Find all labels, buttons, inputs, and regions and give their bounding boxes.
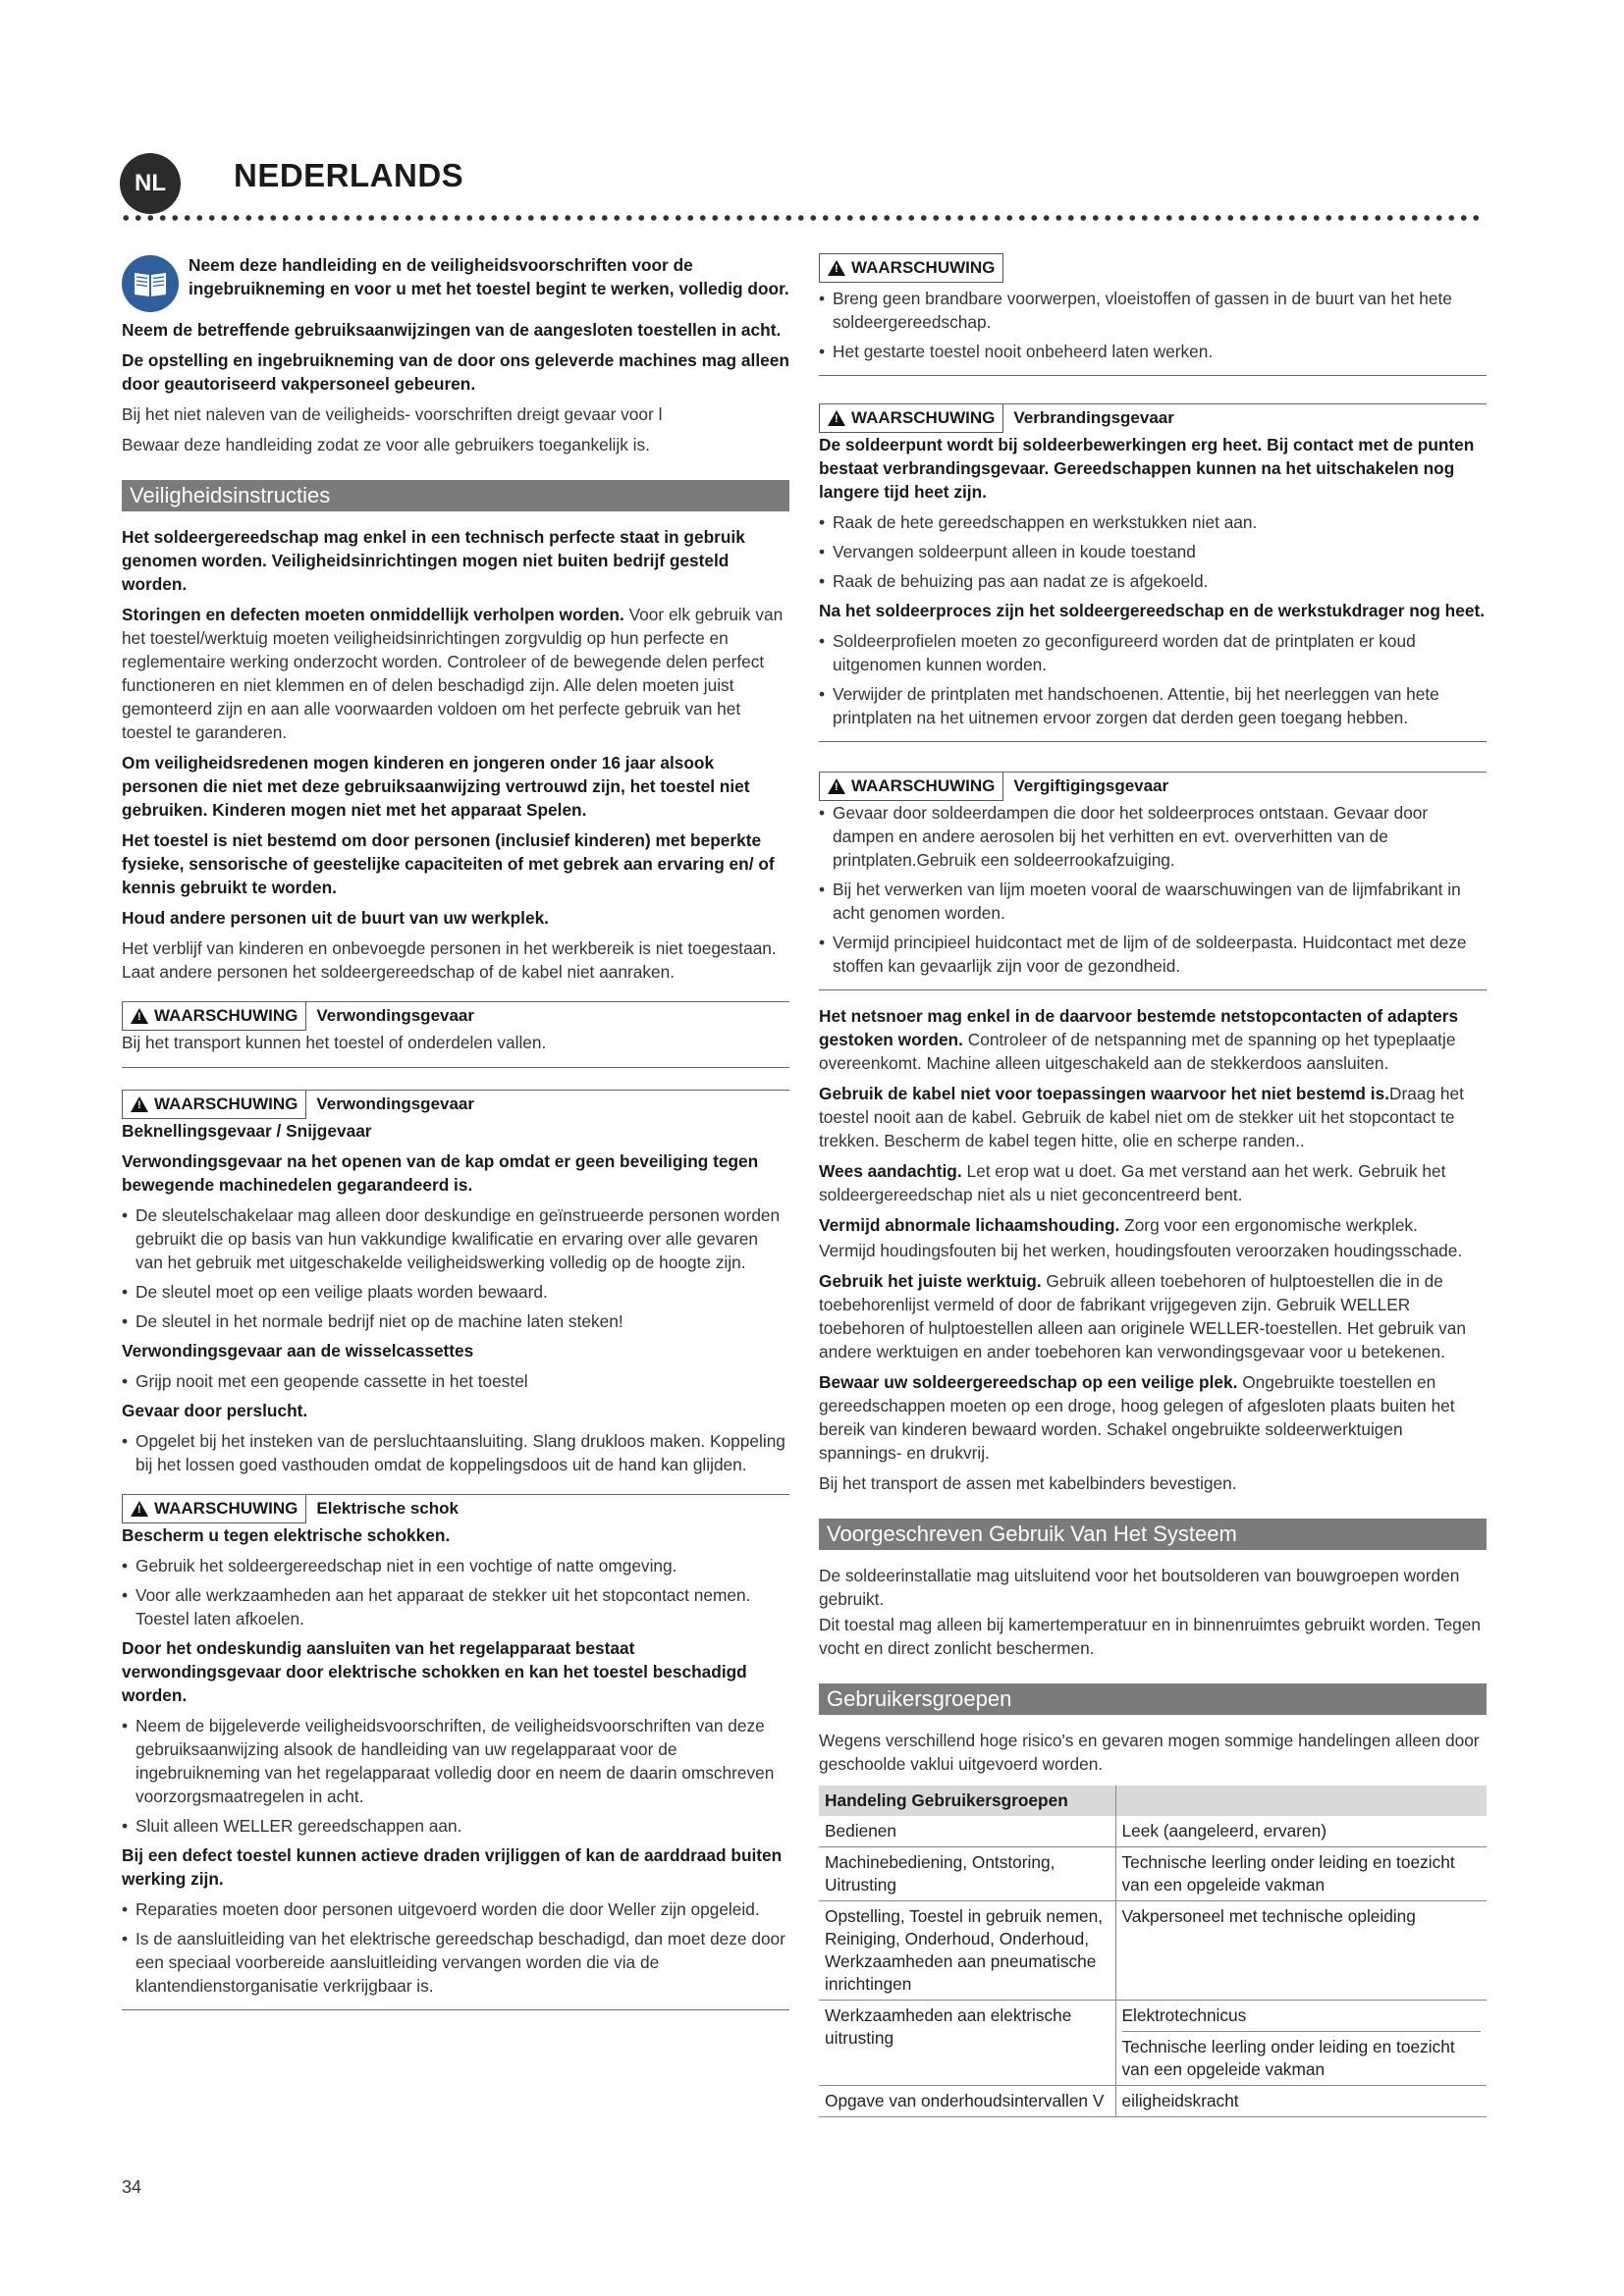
warning-triangle-icon	[131, 1501, 148, 1517]
warning-box-injury	[122, 1090, 789, 1476]
intro-p3: Bij het niet naleven van de veiligheids- voorschriften dreigt gevaar voor l	[122, 404, 663, 424]
warning-subtitle: Verbrandingsgevaar	[1013, 408, 1174, 427]
user-groups-table	[819, 1786, 1487, 2117]
warning-list	[819, 287, 1487, 363]
warning-subtitle: Verwondingsgevaar	[316, 1095, 475, 1113]
page-number: 34	[122, 2177, 142, 2197]
text-p3: Wees aandachtig. Let erop wat u doet. Ga met verstand aan het werk. Gebruik het soldeergereedschap niet als u niet geconcentreerd bent.	[819, 1161, 1446, 1204]
text-p4: Vermijd abnormale lichaamshouding. Zorg voor een ergonomische werkplek.	[819, 1215, 1418, 1235]
list-item: • Gevaar door soldeerdampen die door het soldeerproces ontstaan. Gevaar door dampen en andere aerosolen bij het verhitten en evt. oververhitten van de printplaten.Gebruik een soldeerrookafzuiging.	[819, 801, 1487, 872]
safety-p3: Om veiligheidsredenen mogen kinderen en jongeren onder 16 jaar alsook personen die niet met deze gebruiksaanwijzing vertrouwd zijn, het toestel niet gebruiken. Kinderen mogen niet met het apparaat Spelen.	[122, 753, 750, 820]
text-p6: Gebruik het juiste werktuig. Gebruik alleen toebehoren of hulptoestellen die in de toebehorenlijst vermeld of door de fabrikant vrijgegeven zijn. Gebruik WELLER toebehoren of hulptoestellen alleen aan originele WELLER-toestellen. Het gebruik van andere werktuigen en ander toebehoren kan verwondingsgevaar voor u betekenen.	[819, 1271, 1467, 1362]
warning-h1: Beknellingsgevaar / Snijgevaar	[122, 1121, 372, 1141]
warning-triangle-icon	[828, 410, 845, 426]
list-item: • Het gestarte toestel nooit onbeheerd laten werken.	[819, 340, 1487, 363]
user-groups-intro: Wegens verschillend hoge risico's en gevaren mogen sommige handelingen alleen door geschoolde vaklui uitgevoerd worden.	[819, 1731, 1480, 1774]
right-column	[819, 253, 1487, 2117]
list-item: • Breng geen brandbare voorwerpen, vloeistoffen of gassen in de buurt van het hete soldeergereedschap.	[819, 287, 1487, 334]
warning-tag: ! WAARSCHUWING	[819, 773, 1003, 801]
list-item: • Reparaties moeten door personen uitgevoerd worden die door Weller zijn opgeleid.	[122, 1897, 789, 1921]
list-item: • Bij het verwerken van lijm moeten vooral de waarschuwingen van de lijmfabrikant in acht genomen worden.	[819, 878, 1487, 925]
list-item: • Vervangen soldeerpunt alleen in koude toestand	[819, 540, 1487, 563]
table-header-row	[819, 1786, 1487, 1816]
intended-use-p2: Dit toestal mag alleen bij kamertemperatuur en in binnenruimtes gebruikt worden. Tegen vocht en direct zonlicht beschermen.	[819, 1615, 1482, 1658]
list-item: • Voor alle werkzaamheden aan het apparaat de stekker uit het stopcontact nemen. Toestel laten afkoelen.	[122, 1583, 789, 1630]
warning-subtitle: Verwondingsgevaar	[316, 1006, 475, 1025]
safety-p4: Het toestel is niet bestemd om door personen (inclusief kinderen) met beperkte fysieke, sensorische of geestelijke capaciteiten of met gebrek aan ervaring en/ of kennis gebruikt te worden.	[122, 830, 775, 897]
safety-p6: Het verblijf van kinderen en onbevoegde personen in het werkbereik is niet toegestaan. Laat andere personen het soldeergereedschap of de kabel niet aanraken.	[122, 938, 777, 982]
warning-box-transport	[122, 1001, 789, 1068]
table-header-empty	[1115, 1786, 1487, 1816]
intro-p4: Bewaar deze handleiding zodat ze voor alle gebruikers toegankelijk is.	[122, 435, 650, 454]
warning-list	[819, 510, 1487, 593]
table-cell: Werkzaamheden aan elektrische uitrusting	[819, 2001, 1115, 2086]
table-row	[819, 1901, 1487, 2001]
table-cell: Leek (aangeleerd, ervaren)	[1115, 1816, 1487, 1847]
table-row	[819, 1847, 1487, 1901]
table-cell: Elektrotechnicus Technische leerling onder leiding en toezicht van een opgeleide vakman	[1115, 2001, 1487, 2086]
warning-box-flammable	[819, 253, 1487, 376]
warning-list	[122, 1203, 789, 1333]
list-item: • Grijp nooit met een geopende cassette in het toestel	[122, 1369, 789, 1393]
warning-list	[819, 629, 1487, 729]
left-column	[122, 253, 789, 2010]
warning-h3: Bij een defect toestel kunnen actieve draden vrijliggen of kan de aarddraad buiten werking zijn.	[122, 1845, 783, 1889]
safety-p5: Houd andere personen uit de buurt van uw werkplek.	[122, 908, 549, 928]
warning-triangle-icon	[828, 260, 845, 276]
warning-list	[122, 1897, 789, 1998]
dotted-divider	[120, 214, 1485, 222]
list-item: • Vermijd principieel huidcontact met de lijm of de soldeerpasta. Huidcontact met deze stoffen kan gevaarlijk zijn voor de gezondheid.	[819, 931, 1487, 978]
page-header	[120, 147, 1485, 226]
intro-lead: Neem deze handleiding en de veiligheidsvoorschriften voor de ingebruikneming en voor u met het toestel begint te werken, volledig door.	[189, 255, 789, 298]
warning-subtitle: Elektrische schok	[316, 1499, 459, 1518]
list-item: • Raak de hete gereedschappen en werkstukken niet aan.	[819, 510, 1487, 534]
intro-block	[122, 253, 789, 312]
warning-list	[122, 1429, 789, 1476]
warning-tag: ! WAARSCHUWING	[122, 1002, 306, 1031]
table-cell: Opstelling, Toestel in gebruik nemen, Reiniging, Onderhoud, Onderhoud, Werkzaamheden aan pneumatische inrichtingen	[819, 1901, 1115, 2001]
warning-list	[122, 1369, 789, 1393]
list-item: • De sleutel moet op een veilige plaats worden bewaard.	[122, 1280, 789, 1304]
table-row	[819, 2001, 1487, 2086]
warning-triangle-icon	[828, 778, 845, 794]
text-p5: Vermijd houdingsfouten bij het werken, houdingsfouten veroorzaken houdingsschade.	[819, 1241, 1463, 1260]
list-item: • Verwijder de printplaten met handschoenen. Attentie, bij het neerleggen van hete printplaten na het uitnemen ervoor zorgen dat derden geen toegang hebben.	[819, 682, 1487, 729]
warning-list	[122, 1554, 789, 1630]
language-title: NEDERLANDS	[234, 157, 464, 193]
table-cell: Vakpersoneel met technische opleiding	[1115, 1901, 1487, 2001]
warning-h1: De soldeerpunt wordt bij soldeerbewerkingen erg heet. Bij contact met de punten bestaat verbrandingsgevaar. Gereedschappen kunnen na het uitschakelen nog langere tijd heet zijn.	[819, 435, 1475, 502]
warning-h2: Na het soldeerproces zijn het soldeergereedschap en de werkstukdrager nog heet.	[819, 601, 1486, 620]
table-cell: Technische leerling onder leiding en toezicht van een opgeleide vakman	[1115, 1847, 1487, 1901]
section-intended-use-heading: Voorgeschreven Gebruik Van Het Systeem	[819, 1519, 1487, 1550]
safety-p1: Het soldeergereedschap mag enkel in een technisch perfecte staat in gebruik genomen worden. Veiligheidsinrichtingen mogen niet buiten bedrijf gesteld worden.	[122, 527, 745, 594]
table-header: Handeling Gebruikersgroepen	[819, 1786, 1115, 1816]
warning-tag: ! WAARSCHUWING	[122, 1091, 306, 1119]
table-cell: eiligheidskracht	[1115, 2086, 1487, 2117]
warning-subtitle: Vergiftigingsgevaar	[1013, 776, 1169, 795]
warning-h2: Verwondingsgevaar na het openen van de kap omdat er geen beveiliging tegen bewegende machinedelen gegarandeerd is.	[122, 1151, 759, 1195]
warning-list	[122, 1714, 789, 1838]
warning-tag: ! WAARSCHUWING	[819, 404, 1003, 433]
table-row	[819, 2086, 1487, 2117]
warning-list	[819, 801, 1487, 978]
table-cell: Machinebediening, Ontstoring, Uitrusting	[819, 1847, 1115, 1901]
warning-h3: Verwondingsgevaar aan de wisselcassettes	[122, 1341, 474, 1361]
list-item: • Neem de bijgeleverde veiligheidsvoorschriften, de veiligheidsvoorschriften van deze gebruiksaanwijzing alsook de handleiding van uw regelapparaat voor de ingebruikneming van het regelapparaat volledig door en neem de daarin omschreven voorzorgsmaatregelen in acht.	[122, 1714, 789, 1808]
warning-h2: Door het ondeskundig aansluiten van het regelapparaat bestaat verwondingsgevaar door elektrische schokken en kan het toestel beschadigd worden.	[122, 1638, 747, 1705]
warning-h4: Gevaar door perslucht.	[122, 1401, 308, 1420]
list-item: • De sleutelschakelaar mag alleen door deskundige en geïnstrueerde personen worden gebruikt die op basis van hun vakkundige kwalificatie en ervaring over alle gevaren van het gebruik met uitgeschakelde veiligheidswerking volledig op de hoogte zijn.	[122, 1203, 789, 1274]
warning-tag: ! WAARSCHUWING	[122, 1495, 306, 1523]
section-safety-heading: Veiligheidsinstructies	[122, 480, 789, 511]
warning-triangle-icon	[131, 1008, 148, 1024]
warning-tag: ! WAARSCHUWING	[819, 253, 1003, 283]
list-item: • De sleutel in het normale bedrijf niet op de machine laten steken!	[122, 1309, 789, 1333]
intro-p2: De opstelling en ingebruikneming van de door ons geleverde machines mag alleen door geautoriseerd vakpersoneel gebeuren.	[122, 350, 789, 394]
table-cell: Bedienen	[819, 1816, 1115, 1847]
warning-box-burn	[819, 403, 1487, 742]
warning-triangle-icon	[131, 1096, 148, 1112]
list-item: • Opgelet bij het insteken van de persluchtaansluiting. Slang drukloos maken. Koppeling bij het lossen goed vasthouden omdat de koppelingsdoos uit de hand kan glijden.	[122, 1429, 789, 1476]
section-user-groups-heading: Gebruikersgroepen	[819, 1683, 1487, 1715]
warning-h1: Bescherm u tegen elektrische schokken.	[122, 1525, 451, 1545]
warning-box-electric	[122, 1494, 789, 2010]
list-item: • Is de aansluitleiding van het elektrische gereedschap beschadigd, dan moet deze door een speciaal voorbereide aansluitleiding vervangen worden die via de klantendienstorganisatie verkrijgbaar is.	[122, 1927, 789, 1998]
text-p2: Gebruik de kabel niet voor toepassingen waarvoor het niet bestemd is.Draag het toestel nooit aan de kabel. Gebruik de kabel niet om de stekker uit het stopcontact te trekken. Bescherm de kabel tegen hitte, olie en scherpe randen..	[819, 1084, 1464, 1150]
list-item: • Sluit alleen WELLER gereedschappen aan.	[122, 1814, 789, 1838]
text-p7: Bewaar uw soldeergereedschap op een veilige plek. Ongebruikte toestellen en gereedschappen moeten op een droge, hoog gelegen of afgesloten plaats buiten het bereik van kinderen bewaard worden. Schakel ongebruikte soldeerwerktuigen spannings- en drukvrij.	[819, 1372, 1455, 1463]
language-badge: NL	[120, 153, 181, 214]
warning-text: Bij het transport kunnen het toestel of onderdelen vallen.	[122, 1033, 547, 1052]
table-cell: Opgave van onderhoudsintervallen V	[819, 2086, 1115, 2117]
list-item: • Soldeerprofielen moeten zo geconfigureerd worden dat de printplaten er koud uitgenomen kunnen worden.	[819, 629, 1487, 676]
text-p1: Het netsnoer mag enkel in de daarvoor bestemde netstopcontacten of adapters gestoken worden. Controleer of de netspanning met de spanning op het typeplaatje overeenkomt. Machine alleen uitgeschakeld aan de stekkerdoos aansluiten.	[819, 1006, 1459, 1073]
list-item: • Raak de behuizing pas aan nadat ze is afgekoeld.	[819, 569, 1487, 593]
list-item: • Gebruik het soldeergereedschap niet in een vochtige of natte omgeving.	[122, 1554, 789, 1577]
table-row	[819, 1816, 1487, 1847]
intended-use-p1: De soldeerinstallatie mag uitsluitend voor het boutsolderen van bouwgroepen worden gebruikt.	[819, 1566, 1460, 1609]
manual-book-icon	[122, 255, 179, 312]
warning-box-poison	[819, 772, 1487, 990]
text-p8: Bij het transport de assen met kabelbinders bevestigen.	[819, 1473, 1237, 1493]
safety-p2: Storingen en defecten moeten onmiddellijk verholpen worden. Voor elk gebruik van het toestel/werktuig moeten veiligheidsinrichtingen zorgvuldig op hun perfecte en reglementaire werking onderzocht worden. Controleer of de bewegende delen perfect functioneren en niet klemmen en of delen beschadigd zijn. Alle delen moeten juist gemonteerd zijn en aan alle voorwaarden voldoen om het perfecte gebruik van het toestel te garanderen.	[122, 605, 784, 742]
general-instructions	[819, 1004, 1487, 1495]
intro-p1: Neem de betreffende gebruiksaanwijzingen van de aangesloten toestellen in acht.	[122, 320, 782, 340]
